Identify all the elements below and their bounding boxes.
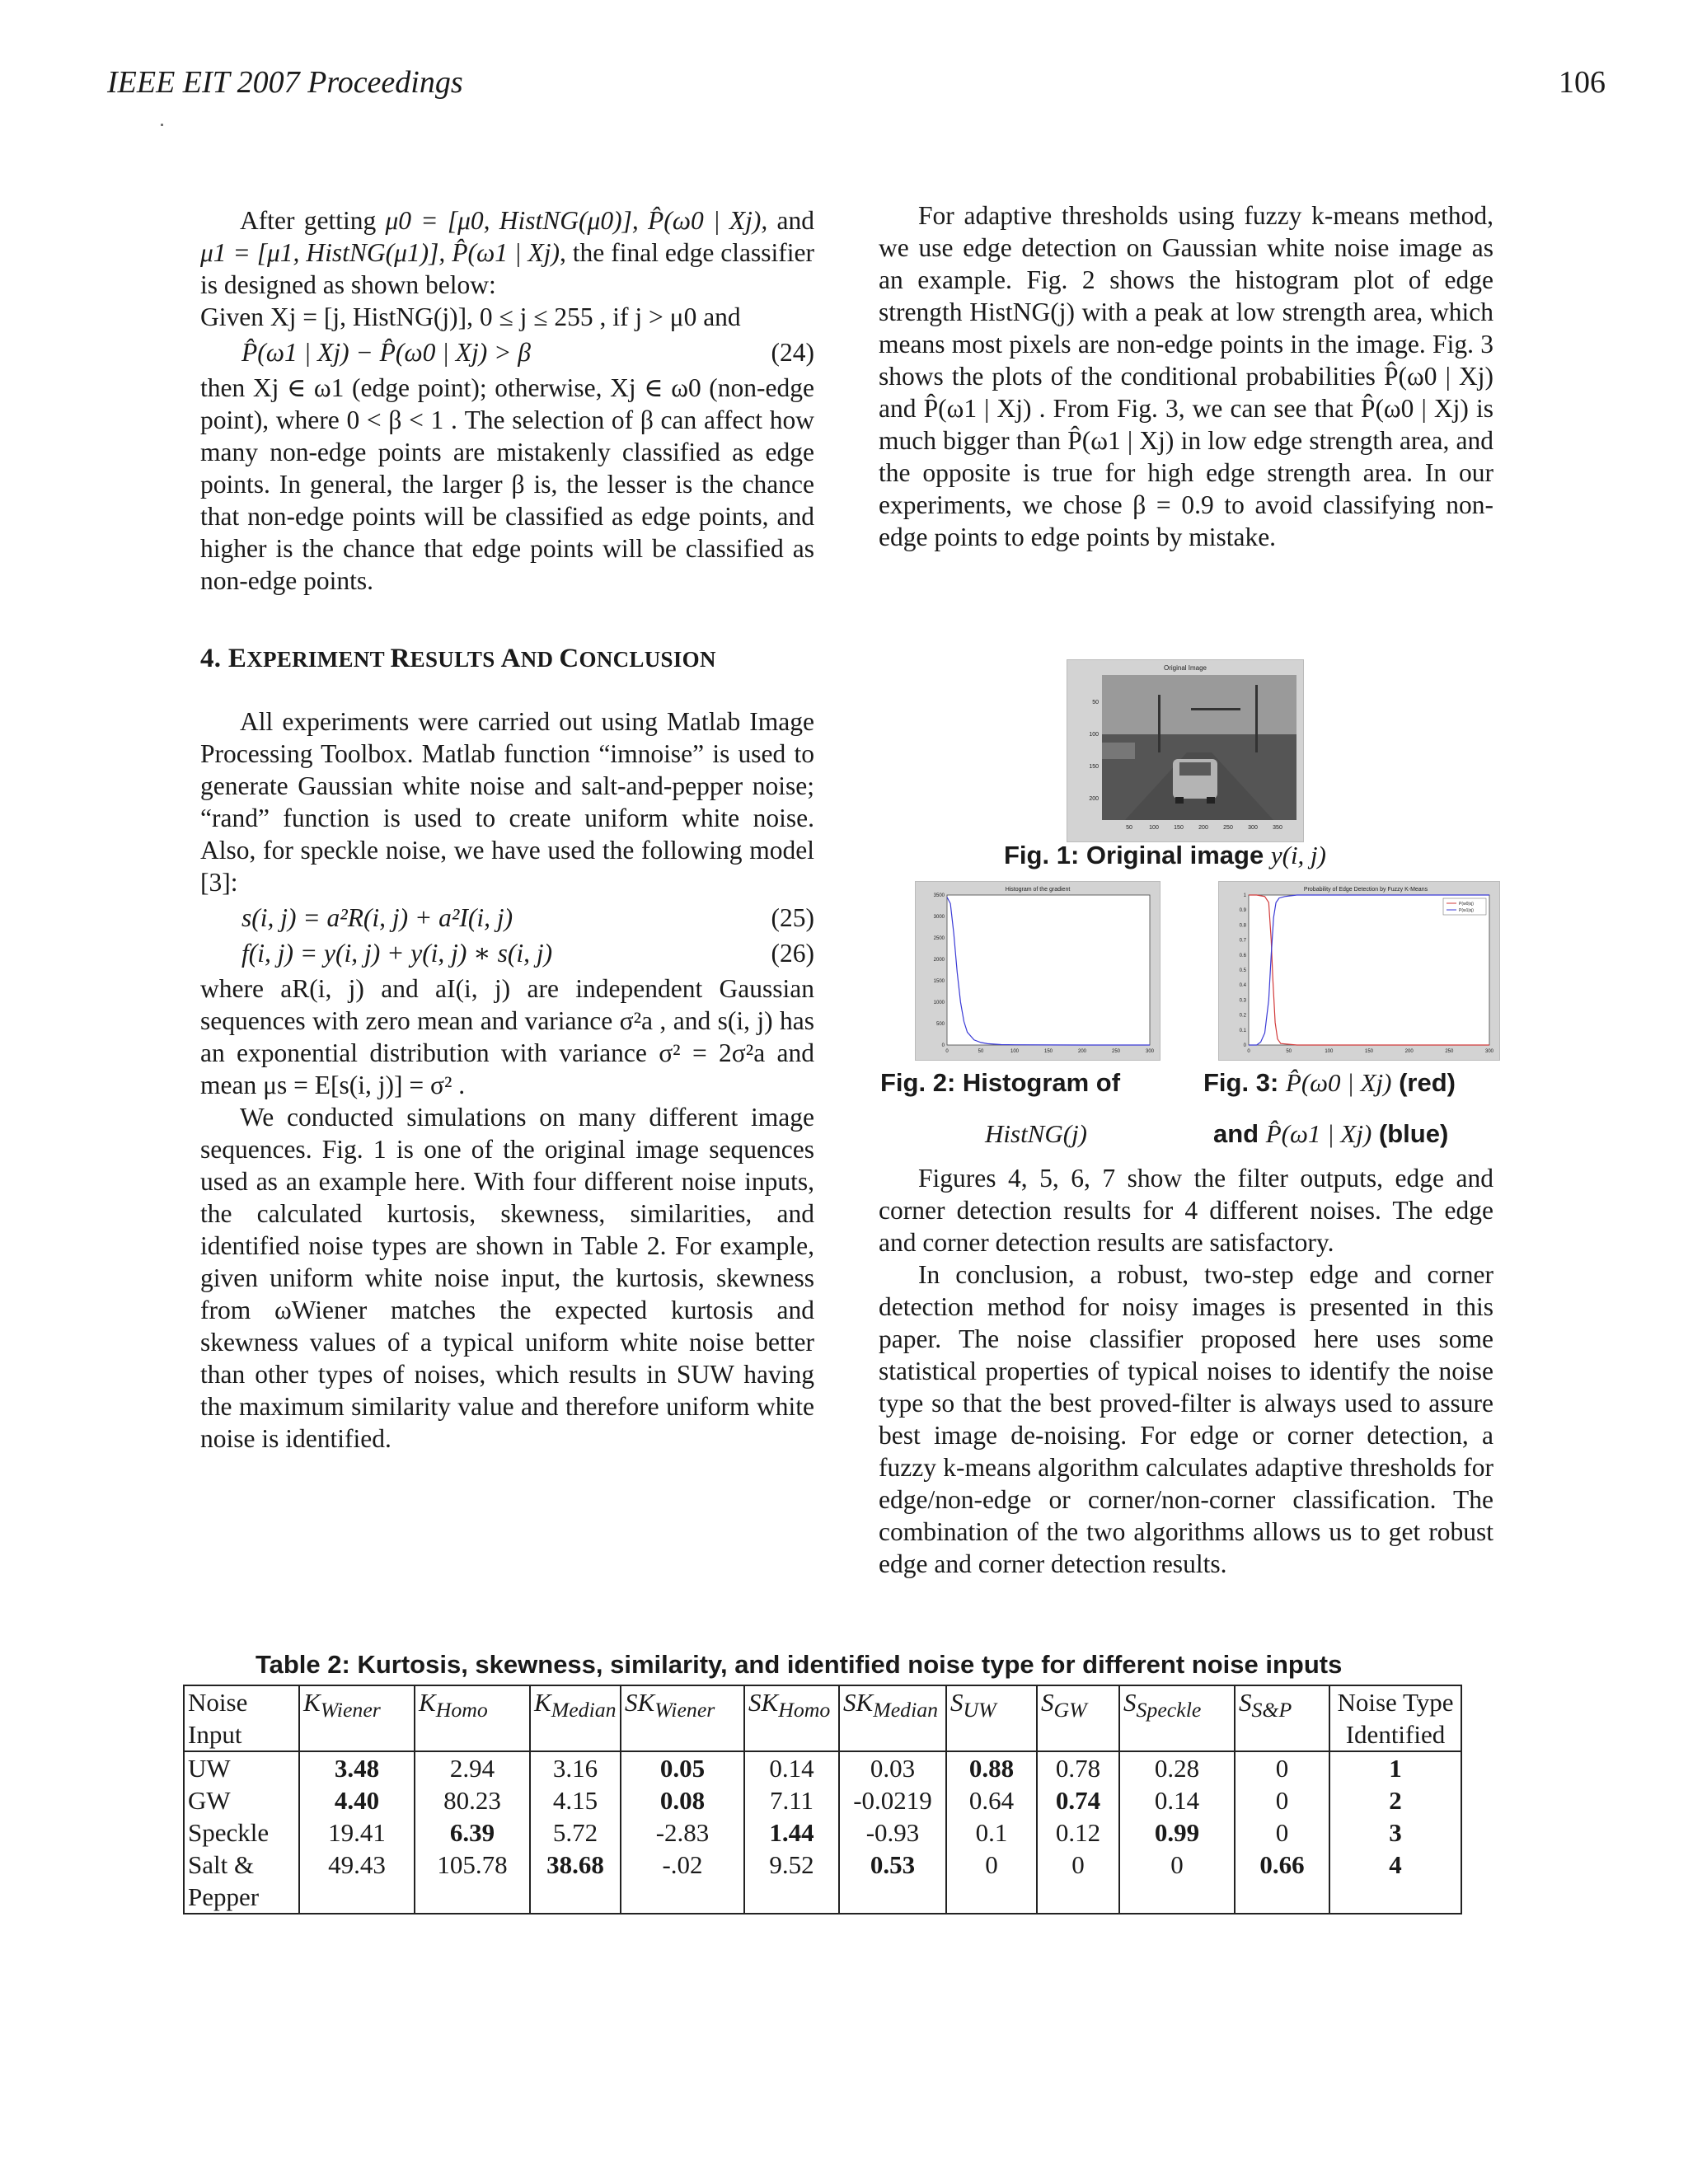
table-cell: 0.88 — [946, 1751, 1037, 1784]
fig3-ytick: 0.8 — [1239, 923, 1246, 929]
header-cell: $SK_{Wiener}$ — [621, 1685, 744, 1751]
table-row — [184, 1751, 1461, 1784]
stray-dot — [161, 124, 163, 126]
figure-3-chart — [1218, 881, 1500, 1061]
row-label: Speckle — [184, 1816, 299, 1849]
header-cell: $S_{S\&P}$ — [1235, 1685, 1329, 1751]
fig1-ytick: 150 — [1089, 764, 1099, 770]
fig2-ytick: 500 — [935, 1022, 945, 1027]
fig3-xtick: 0 — [1247, 1049, 1250, 1054]
table-cell: 0.99 — [1119, 1816, 1235, 1849]
simulation-paragraph: We conducted simulations on many different image sequences. Fig. 1 is one of the original image sequences used as an example here. With four different noise inputs, the calculated kurtosis, skewness, similarities, and identified noise types are shown in Table 2. For example, given uniform white noise input, the kurtosis, skewness from ωWiener matches the expected kurtosis and skewness values of a typical uniform white noise better than other types of noises, which results in SUW having the maximum similarity value and therefore uniform white noise is identified. — [200, 1103, 814, 1453]
table-cell: 0.64 — [946, 1784, 1037, 1816]
then-paragraph: then Xj ∈ ω1 (edge point); otherwise, Xj ∈ ω0 (non-edge point), where 0 < β < 1 . The selection of β can affect how many non-edge points are mistakenly classified as edge points. In general, the larger β is, the lesser is the chance that non-edge points will be classified as edge points, and higher is the chance that edge points will be classified as non-edge points. — [200, 373, 814, 595]
table-cell: 0.14 — [1119, 1784, 1235, 1816]
equation-24: P̂(ω1 | Xj) − P̂(ω0 | Xj) > β (24) — [241, 338, 814, 367]
left-column — [200, 204, 814, 1455]
table-cell: 4 — [1329, 1849, 1461, 1914]
fig2-ytick: 3000 — [933, 915, 945, 920]
fig3-xtick: 50 — [1286, 1049, 1292, 1054]
figure-3-svg — [1219, 882, 1499, 1060]
header-cell: $SK_{Median}$ — [839, 1685, 946, 1751]
table-cell: 3.16 — [530, 1751, 621, 1784]
right-column-lower — [879, 1162, 1493, 1580]
classifier-paragraph: After getting μ0 = [μ0, HistNG(μ0)], P̂(ω0 | Xj), and μ1 = [μ1, HistNG(μ1)], P̂(ω1 | Xj), the final edge classifier is designed as shown below: — [200, 206, 815, 299]
table-cell: 0.05 — [621, 1751, 744, 1784]
table-cell: 105.78 — [415, 1849, 530, 1914]
table-row — [184, 1849, 1461, 1914]
table-cell: 0 — [1037, 1849, 1119, 1914]
fig3-xtick: 250 — [1445, 1049, 1454, 1054]
fig3-ytick: 0.7 — [1239, 938, 1246, 944]
figures-paragraph: Figures 4, 5, 6, 7 show the filter outputs, edge and corner detection results for 4 different noises. The edge and corner detection results are satisfactory. — [879, 1164, 1493, 1257]
fig3-ytick: 1 — [1243, 893, 1246, 898]
row-label: UW — [184, 1751, 299, 1784]
fig3-ytick: 0.3 — [1239, 998, 1246, 1004]
fig2-ytick: 2000 — [933, 958, 945, 963]
given-line: Given Xj = [j, HistNG(j)], 0 ≤ j ≤ 255 , if j > μ0 and — [200, 302, 741, 331]
fig2-ytick: 2500 — [933, 936, 945, 941]
photo-car-wheel-right — [1207, 797, 1215, 804]
figure-2-caption-math: HistNG(j) — [985, 1119, 1087, 1148]
photo-sky — [1102, 675, 1296, 734]
equation-25: s(i, j) = a²R(i, j) + a²I(i, j) (25) — [241, 903, 814, 932]
fig2-xtick: 50 — [978, 1049, 984, 1054]
table-cell: 0.28 — [1119, 1751, 1235, 1784]
table-cell: 49.43 — [299, 1849, 415, 1914]
fig3-xtick: 200 — [1404, 1049, 1414, 1054]
table-cell: 19.41 — [299, 1816, 415, 1849]
header-cell: $S_{UW}$ — [946, 1685, 1037, 1751]
figure-1-svg — [1067, 660, 1303, 841]
fig1-xtick: 300 — [1248, 825, 1258, 831]
fig3-ytick: 0.4 — [1239, 983, 1246, 989]
table-cell: 1.44 — [744, 1816, 839, 1849]
fig1-xtick: 150 — [1174, 825, 1184, 831]
figure-1-caption: Fig. 1: Original image y(i, j) — [1004, 841, 1326, 869]
header-cell: $SK_{Homo}$ — [744, 1685, 839, 1751]
header-cell: Noise Type Identified — [1329, 1685, 1461, 1751]
table-cell: -.02 — [621, 1849, 744, 1914]
fig2-xtick: 300 — [1145, 1049, 1155, 1054]
table-cell: 0.14 — [744, 1751, 839, 1784]
table-cell: -0.93 — [839, 1816, 946, 1849]
figure-2-svg — [916, 882, 1160, 1060]
table-cell: 0.08 — [621, 1784, 744, 1816]
photo-light-pole — [1255, 685, 1258, 752]
fig3-ytick: 0.6 — [1239, 953, 1246, 958]
fig2-xtick: 200 — [1077, 1049, 1087, 1054]
figure-1-title: Original Image — [1163, 664, 1207, 672]
table-cell: 0.12 — [1037, 1816, 1119, 1849]
fig1-ytick: 200 — [1089, 796, 1099, 802]
figure-3-title: Probability of Edge Detection by Fuzzy K-Means — [1303, 887, 1428, 893]
table-cell: 0.78 — [1037, 1751, 1119, 1784]
page-number: 106 — [1559, 65, 1606, 100]
fig1-ytick: 50 — [1092, 700, 1099, 705]
gaussian-paragraph: where aR(i, j) and aI(i, j) are independent Gaussian sequences with zero mean and variance σ²a , and s(i, j) has an exponential distribution with variance σ² = 2σ²a and mean μs = E[s(i, j)] = σ² . — [200, 974, 814, 1099]
table-cell: 9.52 — [744, 1849, 839, 1914]
table-cell: 0.74 — [1037, 1784, 1119, 1816]
fig1-xtick: 200 — [1198, 825, 1208, 831]
header-cell: Noise Input — [184, 1685, 299, 1751]
fig2-ytick: 1000 — [933, 1001, 945, 1005]
table-row — [184, 1784, 1461, 1816]
fig3-xtick: 300 — [1484, 1049, 1494, 1054]
figure-2-title: Histogram of the gradient — [1005, 887, 1071, 893]
legend-label-p-w0: P(w0|xj) — [1459, 902, 1474, 907]
fig2-ytick: 0 — [941, 1043, 945, 1048]
fig3-xtick: 150 — [1364, 1049, 1374, 1054]
experiments-paragraph: All experiments were carried out using Matlab Image Processing Toolbox. Matlab function “imnoise” is used to generate Gaussian white noise and salt-and-pepper noise; “rand” function is used to create uniform white noise. Also, for speckle noise, we have used the following model [3]: — [200, 707, 814, 897]
table-cell: 2 — [1329, 1784, 1461, 1816]
table-row — [184, 1816, 1461, 1849]
photo-car-wheel-left — [1175, 797, 1184, 804]
table-cell: -2.83 — [621, 1816, 744, 1849]
header-cell: $K_{Homo}$ — [415, 1685, 530, 1751]
fig3-ytick: 0.5 — [1239, 968, 1246, 973]
figure-3-caption-line2: and P̂(ω1 | Xj) (blue) — [1213, 1119, 1449, 1148]
table-cell: -0.0219 — [839, 1784, 946, 1816]
fig2-ytick: 3500 — [933, 893, 945, 898]
photo-signal-arm — [1191, 708, 1240, 710]
table-cell: 0.1 — [946, 1816, 1037, 1849]
running-header: IEEE EIT 2007 Proceedings — [107, 65, 463, 100]
fig1-xtick: 250 — [1223, 825, 1233, 831]
fig3-ytick: 0.9 — [1239, 908, 1246, 914]
table-cell: 0 — [1235, 1751, 1329, 1784]
figure-3-plot-area — [1249, 895, 1489, 1045]
header-cell: $S_{Speckle}$ — [1119, 1685, 1235, 1751]
fig2-ytick: 1500 — [933, 979, 945, 984]
fig2-xtick: 100 — [1010, 1049, 1020, 1054]
table-cell: 0.66 — [1235, 1849, 1329, 1914]
fig3-ytick: 0.2 — [1239, 1013, 1246, 1019]
figure-1-image — [1067, 659, 1304, 842]
table-cell: 5.72 — [530, 1816, 621, 1849]
fig3-ytick: 0 — [1243, 1043, 1246, 1048]
conclusion-paragraph: In conclusion, a robust, two-step edge and corner detection method for noisy images is presented in this paper. The noise classifier proposed here uses some statistical properties of typical noises to identify the noise type so that the best proved-filter is always used to assure best image de-noising. For edge or corner detection, a fuzzy k-means algorithm calculates adaptive thresholds for edge/non-edge or corner/non-corner classification. The combination of the two algorithms allows us to get robust edge and corner detection results. — [879, 1260, 1493, 1578]
figure-2-plot-area — [947, 895, 1150, 1045]
fig2-xtick: 0 — [945, 1049, 949, 1054]
header-cell: $S_{GW}$ — [1037, 1685, 1119, 1751]
table-cell: 2.94 — [415, 1751, 530, 1784]
table-cell: 6.39 — [415, 1816, 530, 1849]
table-header-row — [184, 1685, 1461, 1751]
legend-label-p-w1: P(w1|xj) — [1459, 908, 1474, 913]
threshold-paragraph: For adaptive thresholds using fuzzy k-means method, we use edge detection on Gaussian white noise image as an example. Fig. 2 shows the histogram plot of edge strength HistNG(j) with a peak at low strength area, which means most pixels are non-edge points in the image. Fig. 3 shows the plots of the conditional probabilities P̂(ω0 | Xj) and P̂(ω1 | Xj) . From Fig. 3, we can see that P̂(ω0 | Xj) is much bigger than P̂(ω1 | Xj) in low edge strength area, and the opposite is true for high edge strength area. In our experiments, we chose β = 0.9 to avoid classifying non-edge points to edge points by mistake. — [879, 201, 1493, 551]
figure-3-caption-line1: Fig. 3: P̂(ω0 | Xj) (red) — [1203, 1068, 1456, 1097]
table-cell: 0 — [1235, 1816, 1329, 1849]
figure-2-caption: Fig. 2: Histogram of — [880, 1068, 1121, 1097]
fig1-ytick: 100 — [1089, 732, 1099, 738]
table-2-caption: Table 2: Kurtosis, skewness, similarity, and identified noise type for different noise inputs — [256, 1650, 1343, 1679]
section-4-title: 4. EXPERIMENT RESULTS AND CONCLUSION — [200, 644, 716, 673]
fig3-ytick: 0.1 — [1239, 1028, 1246, 1033]
table-cell: 4.40 — [299, 1784, 415, 1816]
fig2-xtick: 250 — [1111, 1049, 1121, 1054]
right-column — [879, 199, 1493, 553]
table-cell: 80.23 — [415, 1784, 530, 1816]
fig1-xtick: 50 — [1126, 825, 1132, 831]
table-cell: 0 — [1235, 1784, 1329, 1816]
fig1-xtick: 350 — [1273, 825, 1282, 831]
fig3-xtick: 100 — [1325, 1049, 1334, 1054]
figure-2-chart — [915, 881, 1160, 1061]
photo-building — [1102, 743, 1135, 759]
table-cell: 7.11 — [744, 1784, 839, 1816]
table-cell: 0 — [946, 1849, 1037, 1914]
header-cell: $K_{Wiener}$ — [299, 1685, 415, 1751]
header-cell: $K_{Median}$ — [530, 1685, 621, 1751]
equation-26: f(i, j) = y(i, j) + y(i, j) ∗ s(i, j) (26) — [241, 939, 814, 968]
photo-car-window — [1179, 762, 1211, 776]
fig1-xtick: 100 — [1149, 825, 1159, 831]
table-cell: 1 — [1329, 1751, 1461, 1784]
row-label: GW — [184, 1784, 299, 1816]
row-label: Salt & Pepper — [184, 1849, 299, 1914]
table-cell: 0 — [1119, 1849, 1235, 1914]
table-cell: 3.48 — [299, 1751, 415, 1784]
fig2-xtick: 150 — [1043, 1049, 1053, 1054]
photo-pole — [1158, 695, 1160, 752]
table-cell: 0.53 — [839, 1849, 946, 1914]
table-cell: 3 — [1329, 1816, 1461, 1849]
table-cell: 38.68 — [530, 1849, 621, 1914]
table-cell: 4.15 — [530, 1784, 621, 1816]
table-2 — [183, 1685, 1462, 1915]
table-cell: 0.03 — [839, 1751, 946, 1784]
